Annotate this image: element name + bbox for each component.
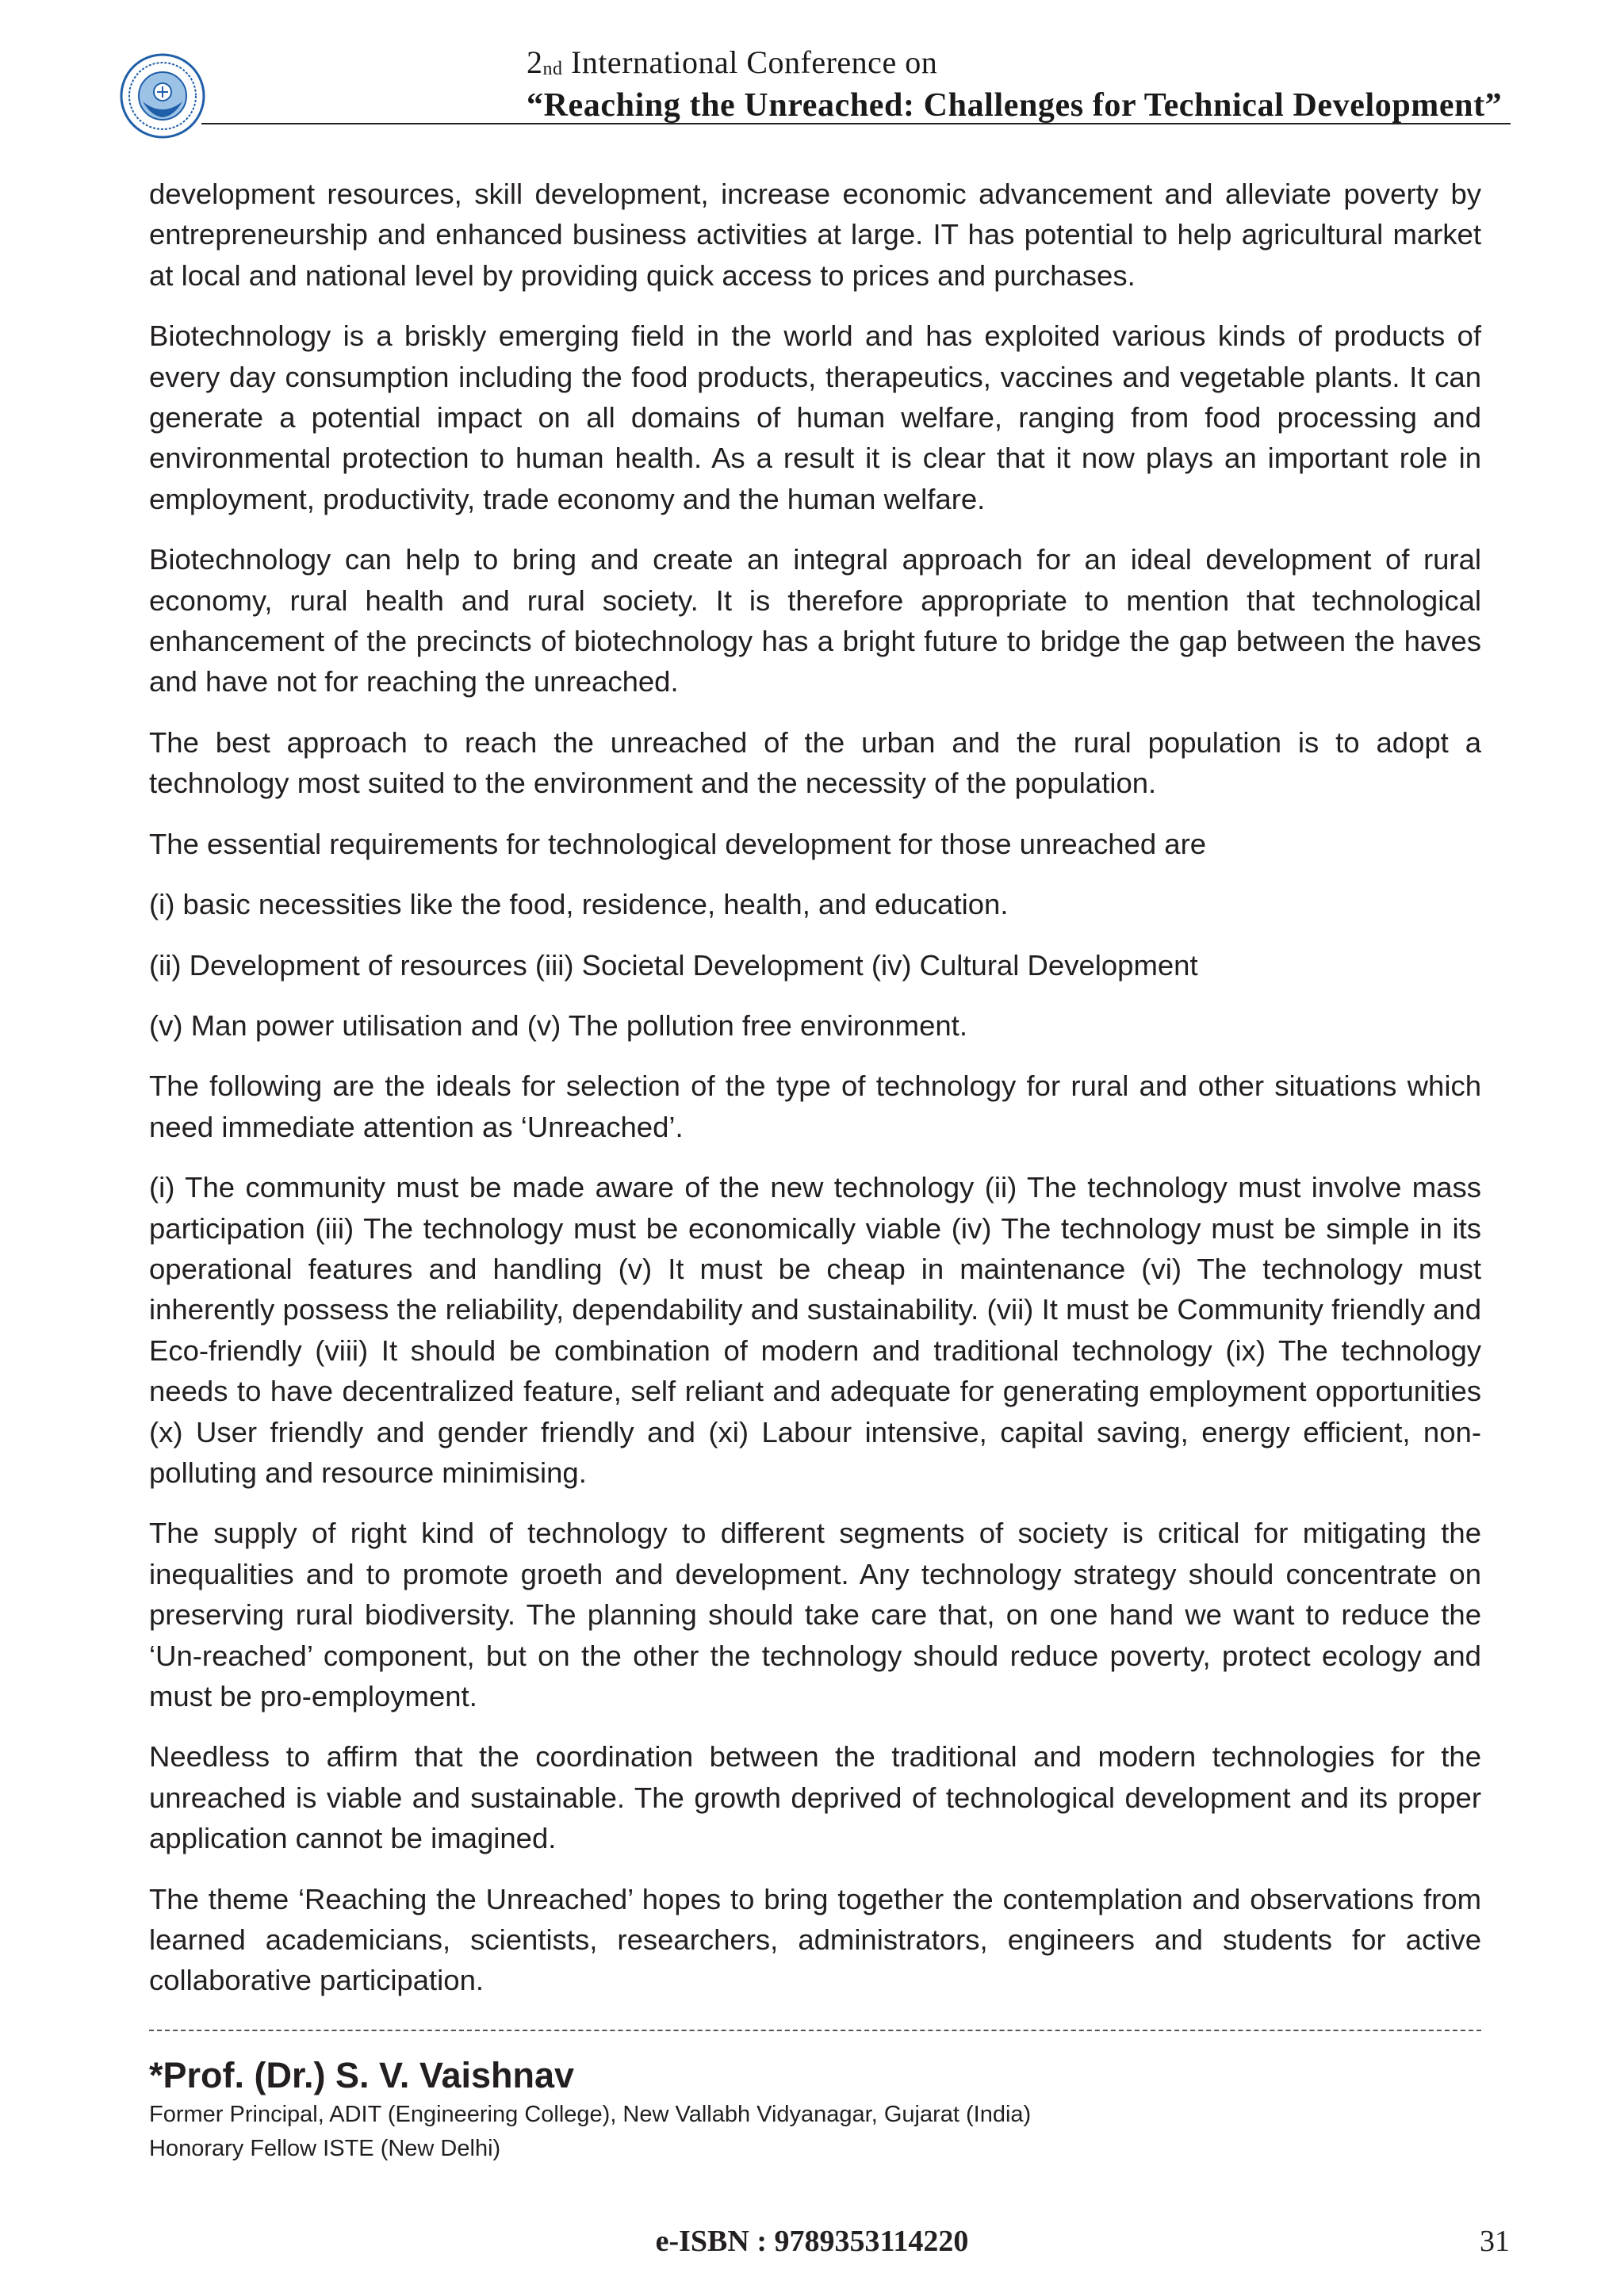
conference-ordinal-number: 2 [527,44,543,80]
header-divider [201,123,1511,124]
paragraph: The essential requirements for technological development for those unreached are [149,827,1207,860]
conference-logo [119,52,206,140]
author-affiliation: Former Principal, ADIT (Engineering College), New Vallabh Vidyanagar, Gujarat (India) [149,2102,1032,2127]
conference-name: International Conference on [562,44,938,80]
article-body [149,174,1481,2021]
author-block [149,2053,1481,2166]
author-fellowship: Honorary Fellow ISTE (New Delhi) [149,2136,501,2161]
paragraph: The best approach to reach the unreached of the urban and the rural population is to adopt a technology most suited to the environment and the necessity of the population. [149,725,1481,800]
paragraph: (ii) Development of resources (iii) Societal Development (iv) Cultural Development [149,948,1198,982]
paragraph: Needless to affirm that the coordination between the traditional and modern technologies for the unreached is viable and sustainable. The growth deprived of technological development and its proper application cannot be imagined. [149,1740,1481,1855]
author-name: *Prof. (Dr.) S. V. Vaishnav [149,2055,575,2095]
conference-theme: “Reaching the Unreached: Challenges for Technical Development” [527,87,1503,124]
paragraph: The following are the ideals for selection of the type of technology for rural and other situations which need immediate attention as ‘Unreached’. [149,1070,1481,1143]
page-number: 31 [1480,2225,1510,2258]
paragraph: The supply of right kind of technology to different segments of society is critical for mitigating the inequalities and to promote groeth and development. Any technology strategy should concentrate on preserving rural biodiversity. The planning should take care that, on one hand we want to reduce the ‘Un-reached’ component, but on the other the technology should reduce poverty, protect ecology and must be pro-employment. [149,1517,1481,1712]
conference-logo-icon [119,52,206,140]
paragraph: (i) The community must be made aware of the new technology (ii) The technology must involve mass participation (iii) The technology must be economically viable (iv) The technology must be simple in its operational features and handling (v) It must be cheap in maintenance (vi) The technology must inherently possess the reliability, dependability and sustainability. (vii) It must be Community friendly and Eco-friendly (viii) It should be combination of modern and traditional technology (ix) The technology needs to have decentralized feature, self reliant and adequate for generating employment opportunities (x) User friendly and gender friendly and (xi) Labour intensive, capital saving, energy efficient, non-polluting and resource minimising. [149,1171,1481,1489]
footer-isbn: e-ISBN : 9789353114220 [655,2225,969,2258]
conference-title [527,43,1510,87]
paragraph: Biotechnology is a briskly emerging field in the world and has exploited various kinds of products of every day consumption including the food products, therapeutics, vaccines and vegetable plants. It can generate a potential impact on all domains of human welfare, ranging from food processing and environmental protection to human health. As a result it is clear that it now plays an important role in employment, productivity, trade economy and the human welfare. [149,320,1481,515]
paragraph: The theme ‘Reaching the Unreached’ hopes to bring together the contemplation and observations from learned academicians, scientists, researchers, administrators, engineers and students for active collaborative participation. [149,1882,1481,1997]
conference-ordinal-suffix: nd [542,59,563,79]
running-header [527,43,1510,124]
paragraph: (i) basic necessities like the food, residence, health, and education. [149,888,1009,921]
paragraph: (v) Man power utilisation and (v) The pollution free environment. [149,1008,967,1042]
footnote-divider [149,2030,1481,2031]
paragraph: development resources, skill development, increase economic advancement and alleviate poverty by entrepreneurship and enhanced business activities at large. IT has potential to help agricultural market at local and national level by providing quick access to prices and purchases. [149,178,1481,292]
paragraph: Biotechnology can help to bring and create an integral approach for an ideal development of rural economy, rural health and rural society. It is therefore appropriate to mention that technological enhancement of the precincts of biotechnology has a bright future to bridge the gap between the haves and have not for reaching the unreached. [149,543,1481,698]
